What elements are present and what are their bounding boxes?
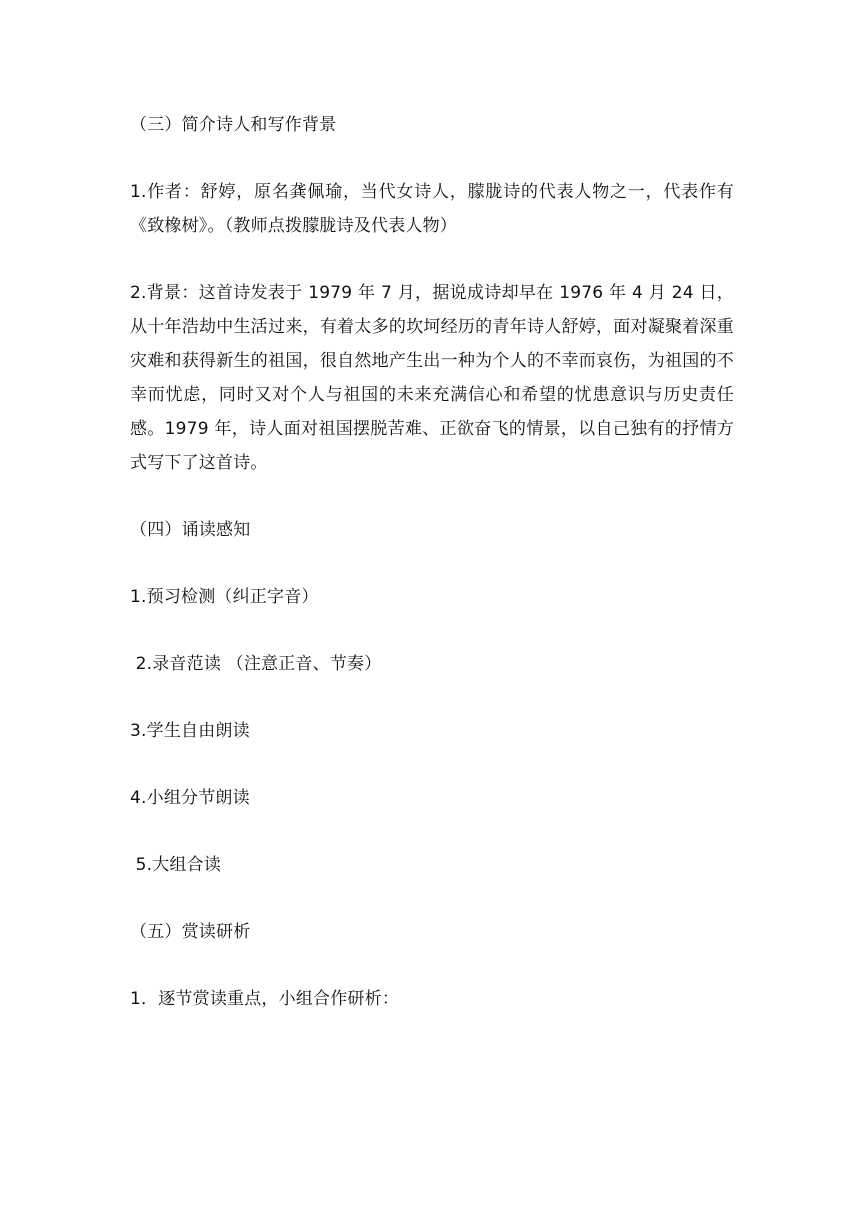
reading-step-2: 2.录音范读 （注意正音、节奏） [130,654,382,674]
analysis-item-1: 1．逐节赏读重点，小组合作研析： [130,989,400,1009]
document-body [130,108,734,1016]
section-four-heading: （四）诵读感知 [130,520,251,540]
author-paragraph: 1.作者：舒婷，原名龚佩瑜，当代女诗人，朦胧诗的代表人物之一，代表作有《致橡树》。（教师点拨朦胧诗及代表人物） [130,182,734,236]
section-three-heading: （三）简介诗人和写作背景 [130,115,337,135]
reading-step-5: 5.大组合读 [130,855,222,875]
reading-step-1: 1.预习检测（纠正字音） [130,587,319,607]
reading-step-4: 4.小组分节朗读 [130,788,250,808]
reading-step-3: 3.学生自由朗读 [130,721,250,741]
section-five-heading: （五）赏读研析 [130,922,251,942]
background-paragraph: 2.背景：这首诗发表于 1979 年 7 月，据说成诗却早在 1976 年 4 月 24 日，从十年浩劫中生活过来，有着太多的坎坷经历的青年诗人舒婷，面对凝聚着深重灾难和获得新生的祖国，很自然地产生出一种为个人的不幸而哀伤，为祖国的不幸而忧虑，同时又对个人与祖国的未来充满信心和希望的忧患意识与历史责任感。1979 年，诗人面对祖国摆脱苦难、正欲奋飞的情景，以自己独有的抒情方式写下了这首诗。 [130,283,734,473]
